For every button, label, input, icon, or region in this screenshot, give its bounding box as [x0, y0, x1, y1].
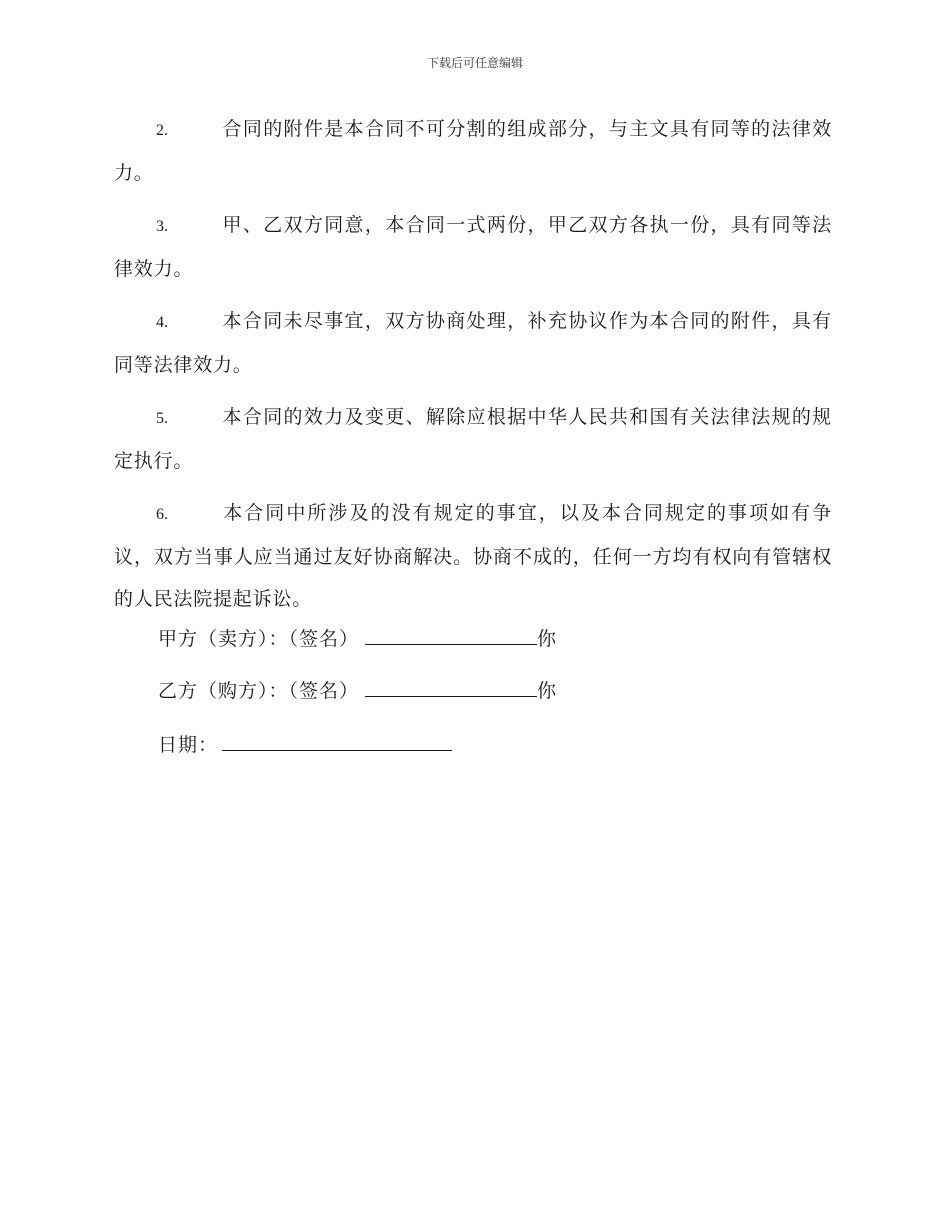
date-blank[interactable]: [222, 731, 452, 751]
party-b-suffix: 你: [537, 680, 558, 702]
page-header: 下载后可任意编辑: [426, 56, 523, 70]
clause-number: 2.: [156, 122, 168, 139]
clause-text: 本合同中所涉及的没有规定的事宜，以及本合同规定的事项如有争议，双方当事人应当通过友好协商解决。协商不成的，任何一方均有权向有管辖权的人民法院提起诉讼。: [114, 502, 832, 610]
party-a-suffix: 你: [537, 628, 558, 650]
party-a-label: 甲方（卖方）：（签名）: [158, 628, 360, 650]
clause-number: 5.: [156, 410, 168, 427]
clause-text: 本合同未尽事宜，双方协商处理，补充协议作为本合同的附件，具有同等法律效力。: [114, 310, 832, 376]
date-line: [158, 730, 452, 757]
party-a-signature-blank[interactable]: [365, 625, 537, 645]
clause-text: 本合同的效力及变更、解除应根据中华人民共和国有关法律法规的规定执行。: [114, 406, 832, 472]
clause-text: 甲、乙双方同意，本合同一式两份，甲乙双方各执一份，具有同等法律效力。: [114, 214, 832, 280]
clause-6: [114, 492, 832, 620]
party-b-signature-line: [158, 676, 557, 703]
contract-clauses: [114, 108, 832, 630]
clause-3: [114, 204, 832, 290]
party-b-label: 乙方（购方）：（签名）: [158, 680, 360, 702]
date-label: 日期：: [158, 734, 219, 756]
clause-text: 合同的附件是本合同不可分割的组成部分，与主文具有同等的法律效力。: [114, 118, 832, 184]
party-b-signature-blank[interactable]: [365, 677, 537, 697]
party-a-signature-line: [158, 624, 557, 651]
clause-number: 3.: [156, 218, 168, 235]
clause-number: 4.: [156, 314, 168, 331]
clause-number: 6.: [156, 506, 168, 523]
clause-2: [114, 108, 832, 194]
clause-5: [114, 396, 832, 482]
clause-4: [114, 300, 832, 386]
